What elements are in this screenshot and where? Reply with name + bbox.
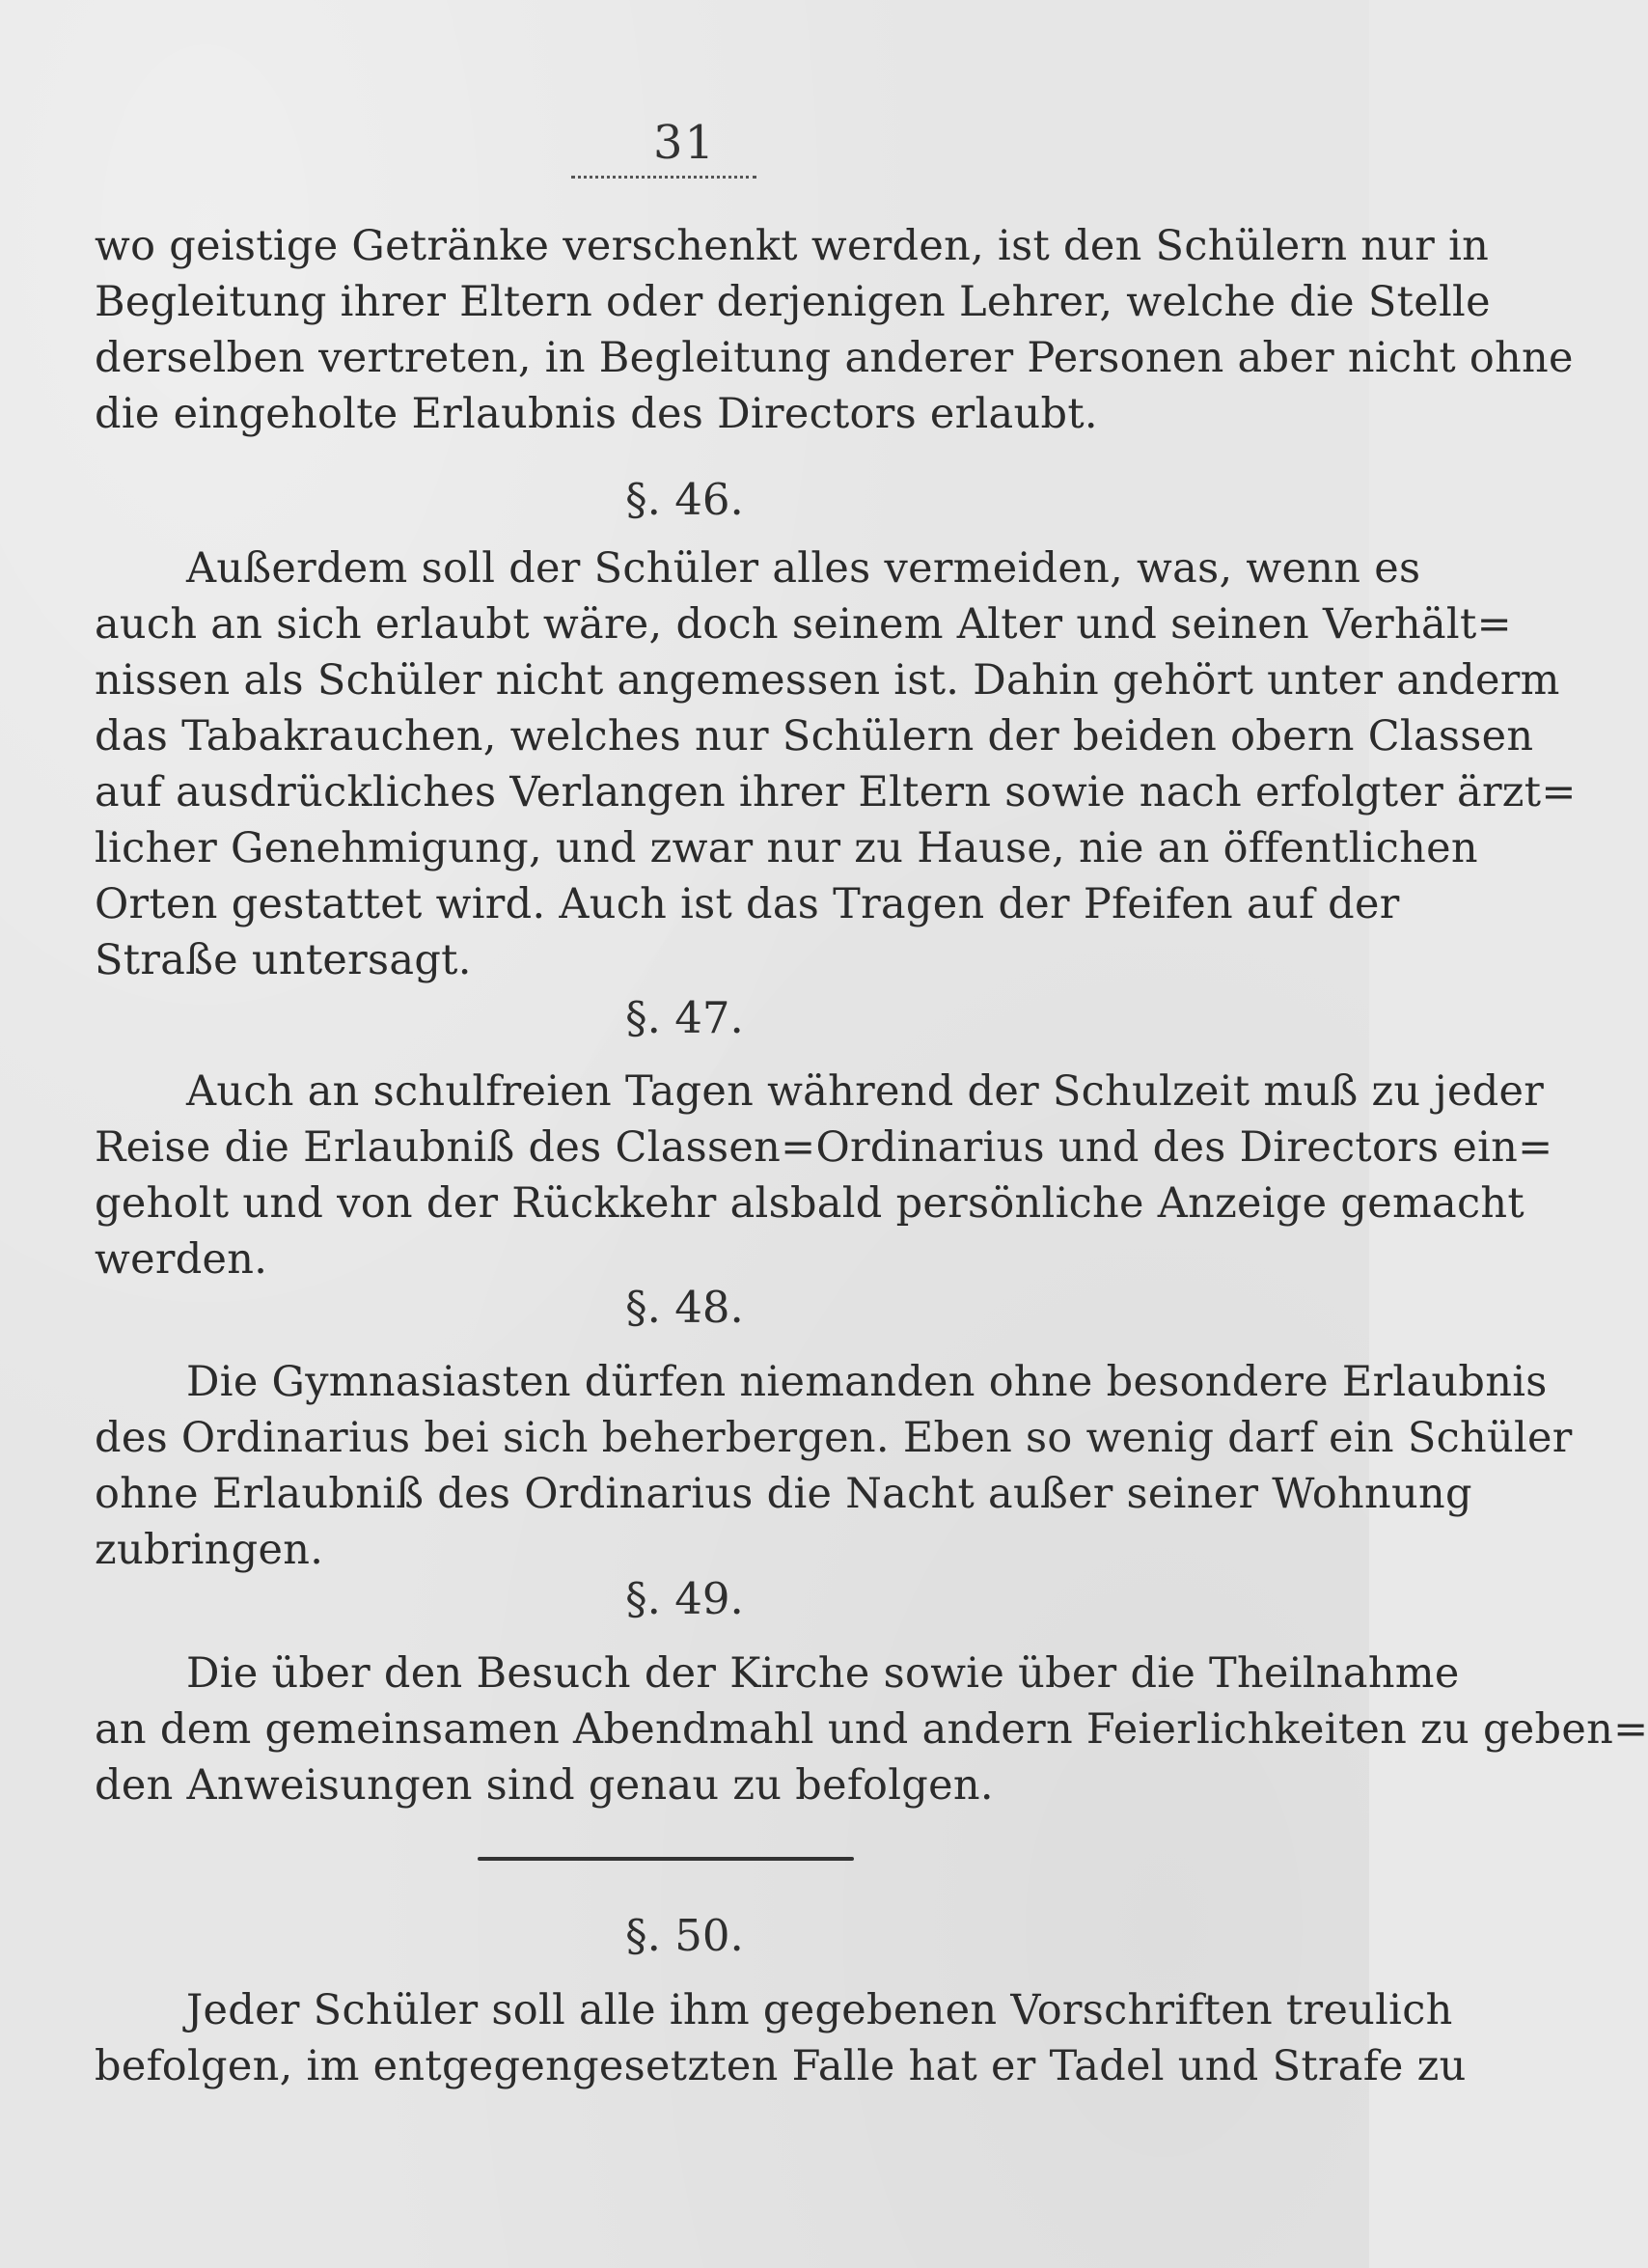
text-line: Orten gestattet wird. Auch ist das Tragen der Pfeifen auf der <box>95 880 1400 928</box>
text-line: den Anweisungen sind genau zu befolgen. <box>95 1761 994 1810</box>
section-49-paragraph <box>95 1646 1648 1813</box>
text-line: Auch an schulfreien Tagen während der Schulzeit muß zu jeder <box>186 1067 1545 1116</box>
text-line: ohne Erlaubniß des Ordinarius die Nacht außer seiner Wohnung <box>95 1470 1472 1518</box>
section-47-paragraph <box>95 1064 1553 1287</box>
text-line: die eingeholte Erlaubnis des Directors erlaubt. <box>95 390 1098 438</box>
text-line: Reise die Erlaubniß des Classen=Ordinarius und des Directors ein= <box>95 1123 1553 1172</box>
text-line: zubringen. <box>95 1526 324 1574</box>
text-line: auf ausdrückliches Verlangen ihrer Eltern sowie nach erfolgter ärzt= <box>95 768 1577 816</box>
section-heading-48: §. 48. <box>625 1282 744 1333</box>
text-line: nissen als Schüler nicht angemessen ist. Dahin gehört unter anderm <box>95 656 1560 705</box>
section-48-paragraph <box>95 1354 1573 1578</box>
text-line: das Tabakrauchen, welches nur Schülern der beiden obern Classen <box>95 712 1534 761</box>
text-line: licher Genehmigung, und zwar nur zu Hause, nie an öffentlichen <box>95 824 1478 872</box>
section-heading-47: §. 47. <box>625 992 744 1043</box>
text-line: wo geistige Getränke verschenkt werden, ist den Schülern nur in <box>95 222 1490 270</box>
section-46-paragraph <box>95 540 1577 988</box>
text-line: Die Gymnasiasten dürfen niemanden ohne besondere Erlaubnis <box>186 1358 1548 1406</box>
section-heading-50: §. 50. <box>625 1910 744 1961</box>
text-line: auch an sich erlaubt wäre, doch seinem Alter und seinen Verhält= <box>95 600 1512 649</box>
section-heading-49: §. 49. <box>625 1573 744 1624</box>
text-line: werden. <box>95 1235 268 1284</box>
text-line: derselben vertreten, in Begleitung anderer Personen aber nicht ohne <box>95 334 1574 382</box>
continuation-paragraph <box>95 218 1574 442</box>
text-line: befolgen, im entgegengesetzten Falle hat er Tadel und Strafe zu <box>95 2042 1467 2090</box>
text-line: Jeder Schüler soll alle ihm gegebenen Vorschriften treulich <box>186 1986 1453 2034</box>
header-rule <box>571 176 756 179</box>
section-heading-46: §. 46. <box>625 474 744 525</box>
text-line: Begleitung ihrer Eltern oder derjenigen Lehrer, welche die Stelle <box>95 278 1491 326</box>
section-50-paragraph <box>95 1982 1467 2094</box>
text-line: des Ordinarius bei sich beherbergen. Eben so wenig darf ein Schüler <box>95 1414 1573 1462</box>
text-line: geholt und von der Rückkehr alsbald persönliche Anzeige gemacht <box>95 1179 1524 1228</box>
text-line: Außerdem soll der Schüler alles vermeiden, was, wenn es <box>186 544 1421 593</box>
text-line: Straße untersagt. <box>95 936 472 984</box>
text-line: Die über den Besuch der Kirche sowie über die Theilnahme <box>186 1649 1460 1698</box>
page-number: 31 <box>652 116 717 170</box>
text-line: an dem gemeinsamen Abendmahl und andern Feierlichkeiten zu geben= <box>95 1705 1648 1754</box>
section-divider <box>478 1857 854 1861</box>
